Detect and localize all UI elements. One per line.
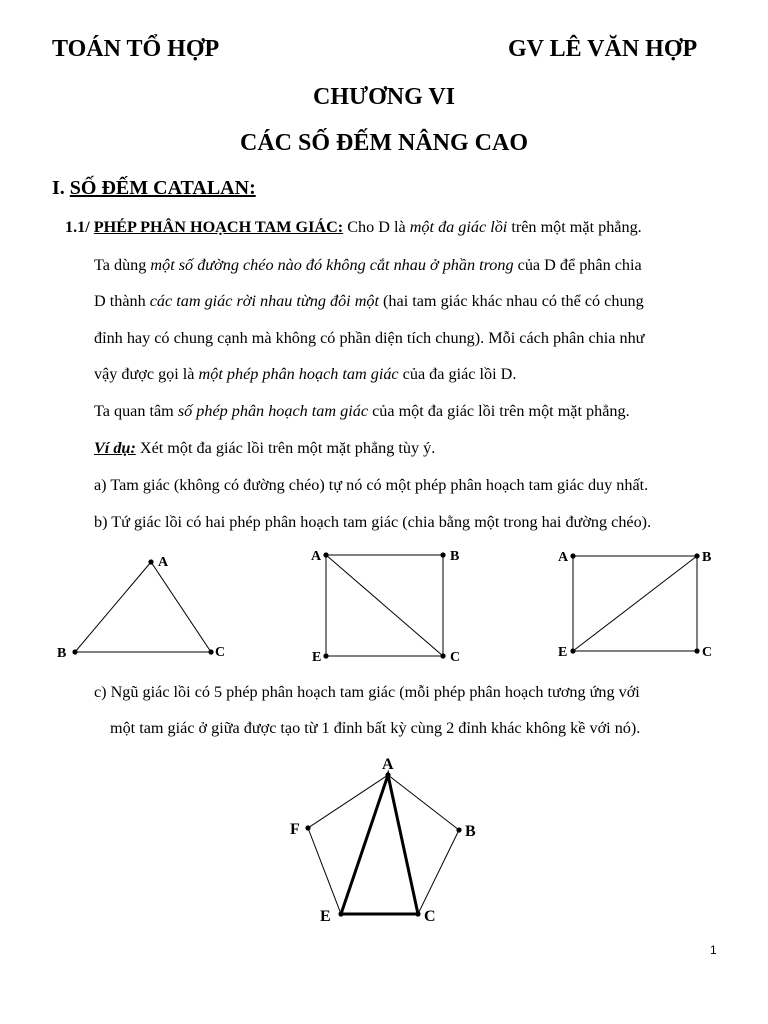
text-span: D thành	[94, 292, 150, 310]
vertex-dot	[208, 649, 213, 654]
chapter-title: CHƯƠNG VI	[312, 84, 455, 110]
italic-span: một phép phân hoạch tam giác	[198, 365, 399, 383]
vertex-dot	[440, 552, 445, 557]
vertex-dot	[456, 827, 461, 832]
quad2-figure	[573, 556, 697, 651]
italic-span: số phép phân hoạch tam giác	[177, 402, 369, 420]
quad2-label-b: B	[702, 550, 712, 565]
vertex-dot	[570, 553, 575, 558]
vertex-dot	[72, 649, 77, 654]
paragraph-line-3	[94, 292, 644, 311]
text-span: của D để phân chia	[513, 256, 642, 274]
quad1-figure	[326, 555, 443, 656]
text-span: Xét một đa giác lồi trên một mặt phẳng tùy ý.	[135, 439, 436, 457]
vertex-dot	[305, 825, 310, 830]
text-span: (hai tam giác khác nhau có thể có chung	[378, 292, 644, 310]
quad1-label-a: A	[311, 549, 322, 564]
pentagon-label-c: C	[424, 908, 436, 925]
figures-row	[0, 540, 768, 670]
quad2-label-e: E	[558, 645, 568, 660]
section-heading-text: SỐ ĐẾM CATALAN:	[69, 177, 256, 199]
example-label: Ví dụ:	[94, 439, 136, 457]
triangle-label-b: B	[57, 646, 67, 661]
vertex-dot	[415, 911, 420, 916]
vertex-dot	[148, 559, 153, 564]
section-heading	[52, 177, 256, 200]
vertex-dot	[385, 772, 390, 777]
quad1-label-c: C	[450, 650, 461, 665]
pentagon-label-b: B	[465, 823, 476, 840]
pentagon-label-e: E	[320, 908, 331, 925]
text-span: của một đa giác lồi trên một mặt phẳng.	[368, 402, 630, 420]
example-c-line-2: một tam giác ở giữa được tạo từ 1 đỉnh bất kỳ cùng 2 đỉnh khác không kề với nó).	[110, 719, 641, 737]
text-span: Ta dùng	[94, 256, 151, 274]
vertex-dot	[338, 911, 343, 916]
example-line	[94, 439, 435, 458]
example-b: b) Tứ giác lồi có hai phép phân hoạch tam giác (chia bằng một trong hai đường chéo).	[94, 513, 652, 531]
triangle-figure	[75, 562, 211, 652]
triangle-label-a: A	[158, 555, 169, 570]
example-a: a) Tam giác (không có đường chéo) tự nó có một phép phân hoạch tam giác duy nhất.	[94, 476, 649, 494]
subsection-line	[65, 218, 642, 237]
paragraph-line-6	[94, 402, 630, 421]
vertex-dot	[694, 648, 699, 653]
italic-span: một số đường chéo nào đó không cắt nhau ở phần trong	[150, 256, 514, 274]
quad1-label-b: B	[450, 549, 460, 564]
text-span: vậy được gọi là	[94, 365, 199, 383]
vertex-dot	[323, 552, 328, 557]
text-span: của đa giác lồi D.	[398, 365, 517, 383]
page-number: 1	[710, 943, 717, 957]
paragraph-line-5	[94, 365, 516, 384]
subsection-number: 1.1/	[65, 218, 94, 236]
paragraph-line-4: đỉnh hay có chung cạnh mà không có phần diện tích chung). Mỗi cách phân chia như	[94, 329, 645, 347]
text-span: trên một mặt phẳng.	[507, 218, 642, 236]
text-span: Ta quan tâm	[94, 402, 178, 420]
quad2-label-c: C	[702, 645, 713, 660]
pentagon-figure	[280, 748, 500, 932]
paragraph-line-2	[94, 256, 642, 275]
example-c-line-1: c) Ngũ giác lồi có 5 phép phân hoạch tam giác (mỗi phép phân hoạch tương ứng với	[94, 683, 640, 701]
text-span: Cho D là	[343, 218, 410, 236]
vertex-dot	[694, 553, 699, 558]
section-prefix: I.	[52, 177, 70, 199]
subsection-heading: PHÉP PHÂN HOẠCH TAM GIÁC:	[93, 218, 344, 236]
middle-triangle	[341, 775, 418, 914]
vertex-dot	[440, 653, 445, 658]
italic-span: các tam giác rời nhau từng đôi một	[149, 292, 379, 310]
pentagon-label-a: A	[382, 756, 394, 773]
pentagon-label-f: F	[290, 821, 300, 838]
page-title: CÁC SỐ ĐẾM NÂNG CAO	[240, 130, 528, 156]
vertex-dot	[570, 648, 575, 653]
quad1-label-e: E	[312, 650, 322, 665]
quad2-label-a: A	[558, 550, 569, 565]
vertex-dot	[323, 653, 328, 658]
triangle-label-c: C	[215, 645, 226, 660]
italic-span: một đa giác lồi	[409, 218, 508, 236]
header-left: TOÁN TỔ HỢP	[52, 36, 220, 62]
header-right: GV LÊ VĂN HỢP	[508, 36, 698, 62]
